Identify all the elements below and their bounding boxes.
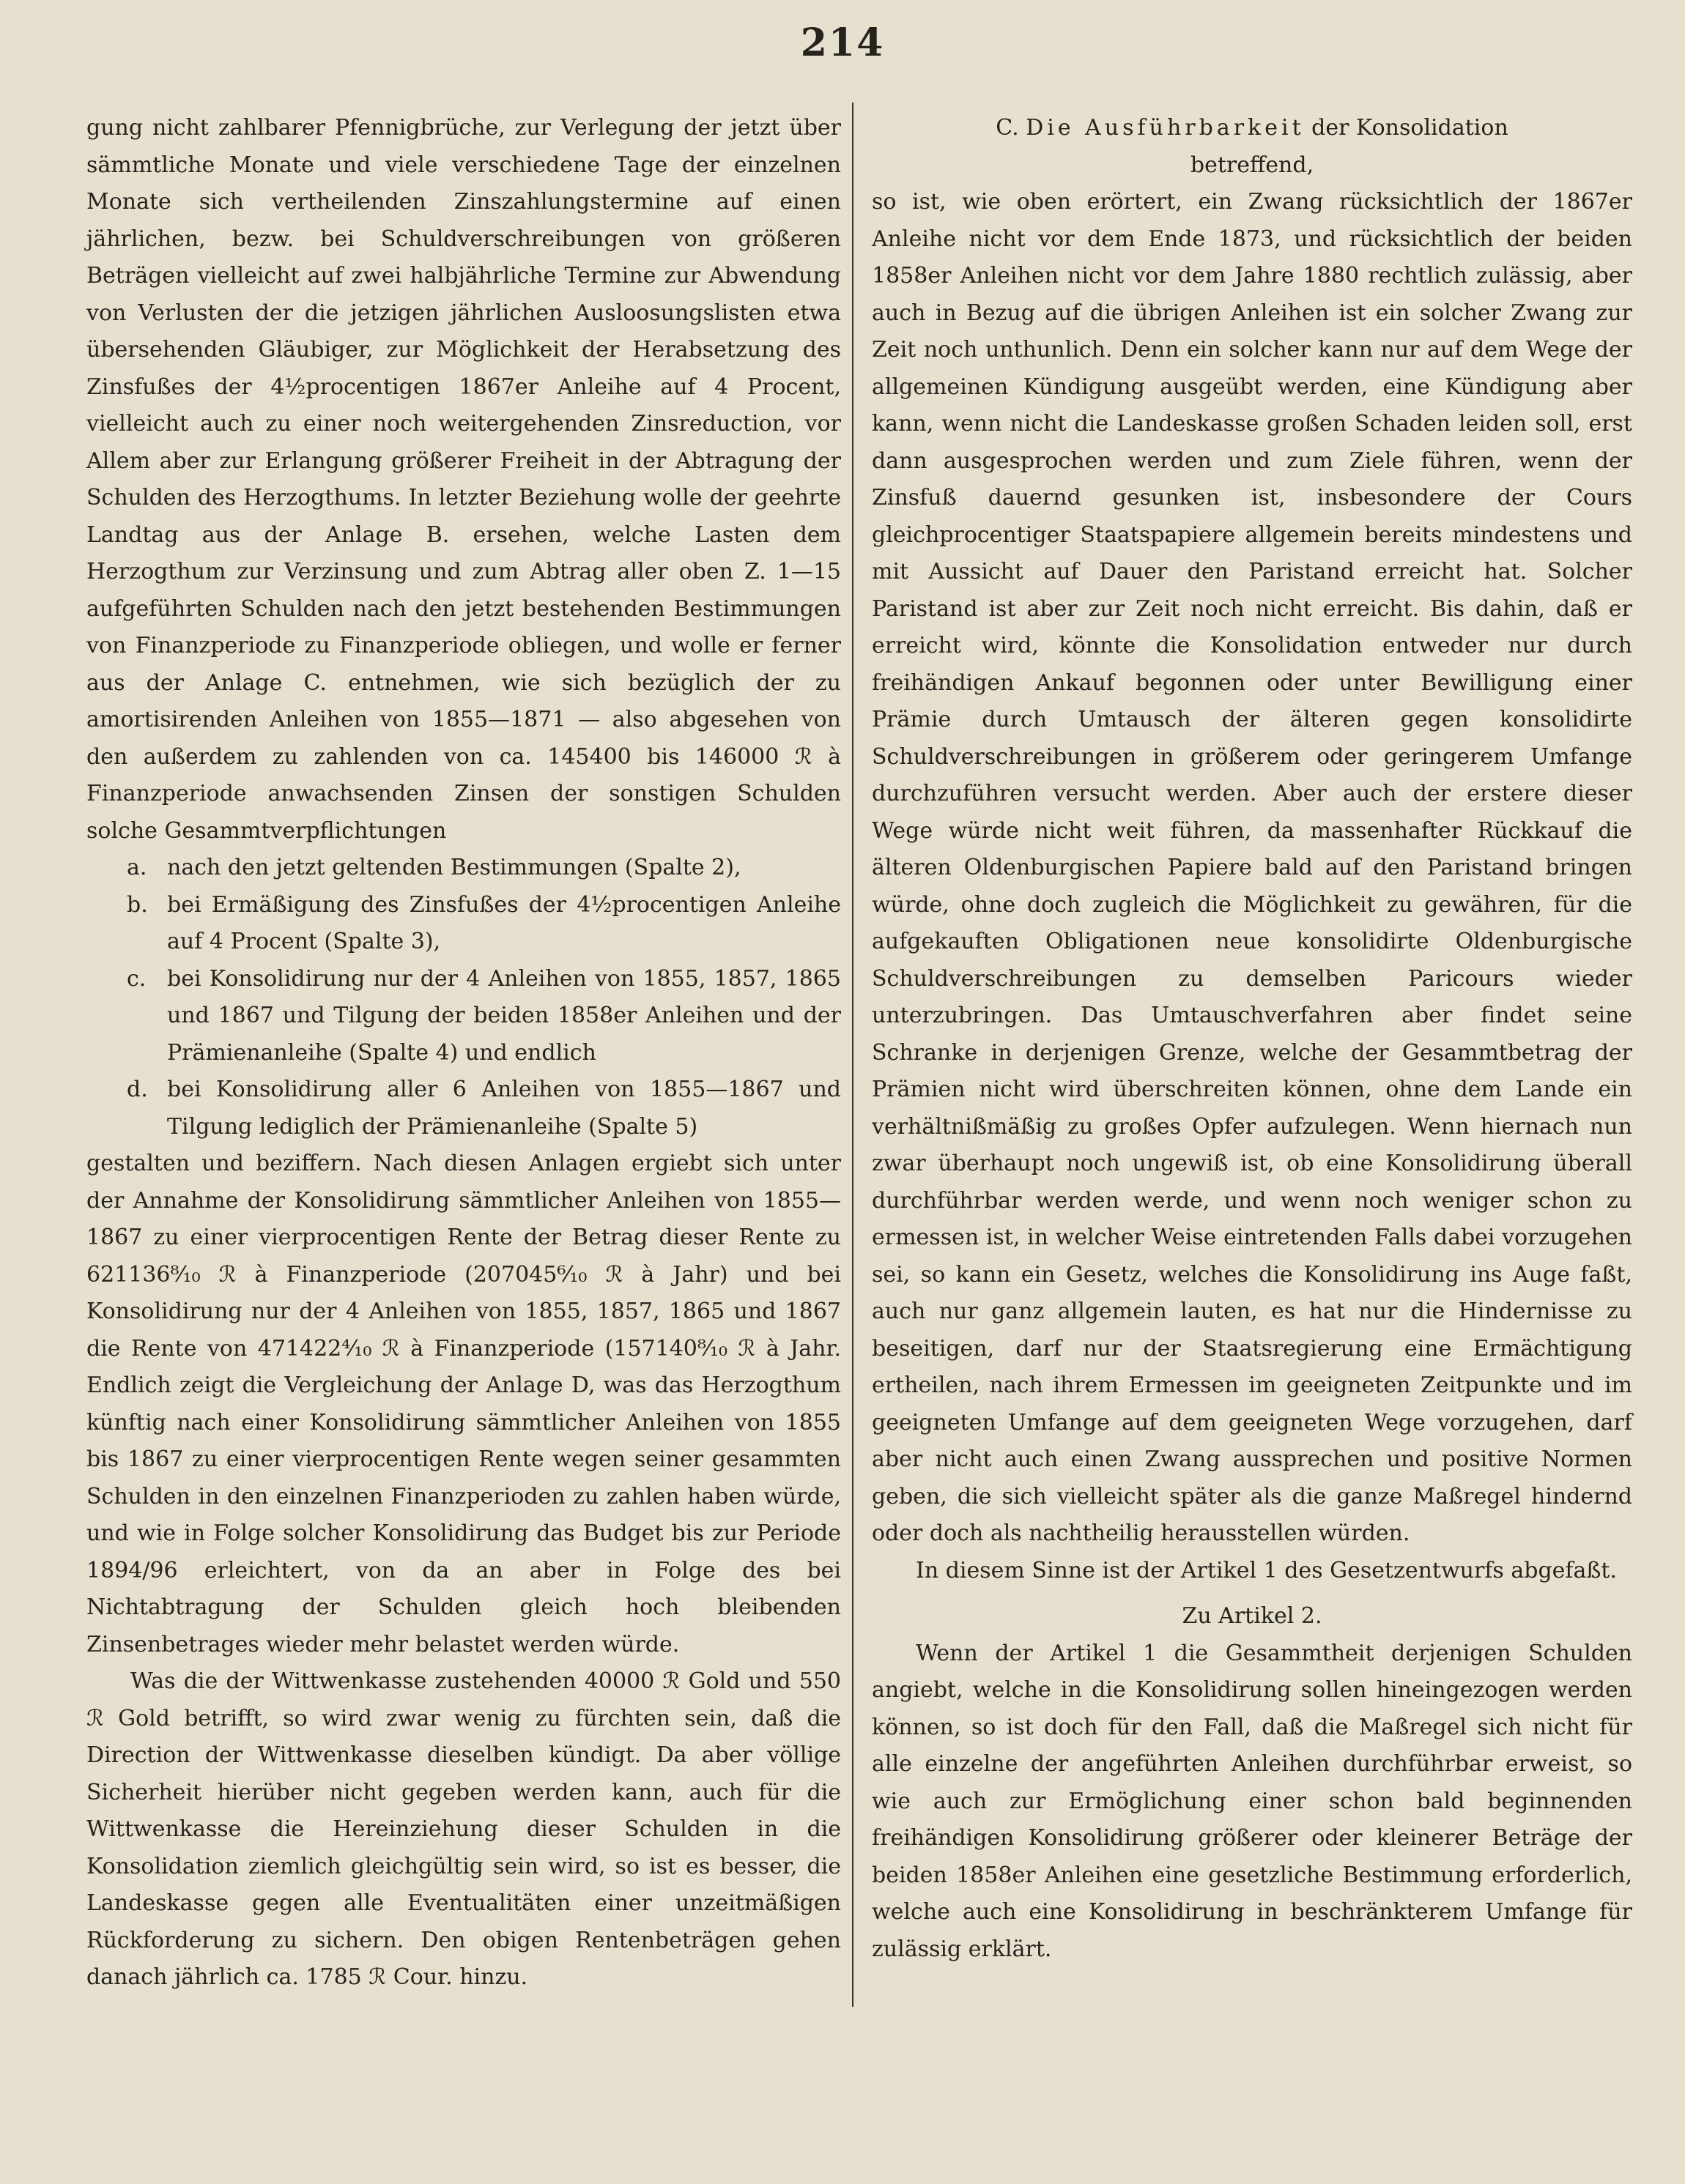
paragraph: In diesem Sinne ist der Artikel 1 des Gesetzentwurfs abgefaßt. [916,1557,1618,1583]
heading-spaced: Die Ausführbarkeit [1026,115,1305,141]
list-label: a. [127,855,147,880]
page-number: 214 [800,21,885,65]
list-item [86,850,841,887]
list-text: bei Ermäßigung des Zinsfußes der 4½procentigen Anleihe auf 4 Procent (Spalte 3), [167,891,841,954]
list-text: nach den jetzt geltenden Bestimmungen (Spalte 2), [167,855,741,880]
left-column [86,110,841,1997]
heading-rest: der Konsolidation [1311,115,1508,141]
article-heading: Zu Artikel 2. [1182,1603,1322,1629]
paragraph: so ist, wie oben erörtert, ein Zwang rücksichtlich der 1867er Anleihe nicht vor dem Ende 1873, und rücksichtlich der beiden 1858er Anleihen nicht vor dem Jahre 1880 rechtlich zulässig, aber auch in Bezug auf die übrigen Anleihen ist ein solcher Zwang zur Zeit noch unthunlich. Denn ein solcher kann nur auf dem Wege der allgemeinen Kündigung ausgeübt werden, eine Kündigung aber kann, wenn nicht die Landeskasse großen Schaden leiden soll, erst dann ausgesprochen werden und zum Ziele führen, wenn der Zinsfuß dauernd gesunken ist, insbesondere der Cours gleichprocentiger Staatspapiere allgemein bereits mindestens und mit Aussicht auf Dauer den Paristand erreicht hat. Solcher Paristand ist aber zur Zeit noch nicht erreicht. Bis dahin, daß er erreicht wird, könnte die Konsolidation entweder nur durch freihändigen Ankauf begonnen oder unter Bewilligung einer Prämie durch Umtausch der älteren gegen konsolidirte Schuldverschreibungen in größerem oder geringerem Umfange durchzuführen versucht werden. Aber auch der erstere dieser Wege würde nicht weit führen, da massenhafter Rückkauf die älteren Oldenburgischen Papiere bald auf den Paristand bringen würde, ohne doch zugleich die Möglichkeit zu gewähren, für die aufgekauften Obligationen neue konsolidirte Oldenburgische Schuldverschreibungen zu demselben Paricours wieder unterzubringen. Das Umtauschverfahren aber findet seine Schranke in derjenigen Grenze, welche der Gesammtbetrag der Prämien nicht wird überschreiten können, ohne dem Lande ein verhältnißmäßig zu großes Opfer aufzulegen. Wenn hiernach nun zwar überhaupt noch ungewiß ist, ob eine Konsolidirung überall durchführbar werden werde, und wenn noch weniger schon zu ermessen ist, in welcher Weise eintretenden Falls dabei vorzugehen sei, so kann ein Gesetz, welches die Konsolidirung ins Auge faßt, auch nur ganz allgemein lauten, es hat nur die Hindernisse zu beseitigen, darf nur der Staatsregierung eine Ermächtigung ertheilen, nach ihrem Ermessen im geeigneten Zeitpunkte und im geeigneten Umfange auf dem geeigneten Wege vorzugehen, darf aber nicht auch einen Zwang aussprechen und positive Normen geben, die sich vielleicht später als die ganze Maßregel hindernd oder doch als nachtheilig herausstellen würden. [872,189,1632,1546]
paragraph: gung nicht zahlbarer Pfennigbrüche, zur Verlegung der jetzt über sämmtliche Monate und viele verschiedene Tage der einzelnen Monate sich vertheilenden Zinszahlungstermine auf einen jährlichen, bezw. bei Schuldverschreibungen von größeren Beträgen vielleicht auf zwei halbjährliche Termine zur Abwendung von Verlusten der die jetzigen jährlichen Ausloosungslisten etwa übersehenden Gläubiger, zur Möglichkeit der Herabsetzung des Zinsfußes der 4½procentigen 1867er Anleihe auf 4 Procent, vielleicht auch zu einer noch weitergehenden Zinsreduction, vor Allem aber zur Erlangung größerer Freiheit in der Abtragung der Schulden des Herzogthums. In letzter Beziehung wolle der geehrte Landtag aus der Anlage B. ersehen, welche Lasten dem Herzogthum zur Verzinsung und zum Abtrag aller oben Z. 1—15 aufgeführten Schulden nach den jetzt bestehenden Bestimmungen von Finanzperiode zu Finanzperiode obliegen, und wolle er ferner aus der Anlage C. entnehmen, wie sich bezüglich der zu amortisirenden Anleihen von 1855—1871 — also abgesehen von den außerdem zu zahlenden von ca. 145400 bis 146000 ℛ à Finanzperiode anwachsenden Zinsen der sonstigen Schulden solche Gesammtverpflichtungen [86,115,841,844]
paragraph: Wenn der Artikel 1 die Gesammtheit derjenigen Schulden angiebt, welche in die Konsolidirung sollen hineingezogen werden können, so ist doch für den Fall, daß die Maßregel sich nicht für alle einzelne der angeführten Anleihen durchführbar erweist, so wie auch zur Ermöglichung einer schon bald beginnenden freihändigen Konsolidirung größerer oder kleinerer Beträge der beiden 1858er Anleihen eine gesetzliche Bestimmung erforderlich, welche auch eine Konsolidirung in beschränkterem Umfange für zulässig erklärt. [872,1640,1632,1962]
enumerated-list [86,850,841,1145]
section-heading [872,110,1632,147]
right-column [872,110,1632,1968]
section-heading-line2: betreffend, [1190,152,1314,178]
paragraph: Was die der Wittwenkasse zustehenden 40000 ℛ Gold und 550 ℛ Gold betrifft, so wird zwar wenig zu fürchten sein, daß die Direction der Wittwenkasse dieselben kündigt. Da aber völlige Sicherheit hierüber nicht gegeben werden kann, auch für die Wittwenkasse die Hereinziehung dieser Schulden in die Konsolidation ziemlich gleichgültig sein wird, so ist es besser, die Landeskasse gegen alle Eventualitäten einer unzeitmäßigen Rückforderung zu sichern. Den obigen Rentenbeträgen gehen danach jährlich ca. 1785 ℛ Cour. hinzu. [86,1668,841,1990]
column-divider [852,103,853,2007]
list-item [86,961,841,1072]
heading-prefix: C. [996,115,1019,141]
paragraph: gestalten und beziffern. Nach diesen Anlagen ergiebt sich unter der Annahme der Konsolidirung sämmtlicher Anleihen von 1855—1867 zu einer vierprocentigen Rente der Betrag dieser Rente zu 621136⁸⁄₁₀ ℛ à Finanzperiode (207045⁶⁄₁₀ ℛ à Jahr) und bei Konsolidirung nur der 4 Anleihen von 1855, 1857, 1865 und 1867 die Rente von 471422⁴⁄₁₀ ℛ à Finanzperiode (157140⁸⁄₁₀ ℛ à Jahr. Endlich zeigt die Vergleichung der Anlage D, was das Herzogthum künftig nach einer Konsolidirung sämmtlicher Anleihen von 1855 bis 1867 zu einer vierprocentigen Rente wegen seiner gesammten Schulden in den einzelnen Finanzperioden zu zahlen haben würde, und wie in Folge solcher Konsolidirung das Budget bis zur Periode 1894/96 erleichtert, von da an aber in Folge des bei Nichtabtragung der Schulden gleich hoch bleibenden Zinsenbetrages wieder mehr belastet werden würde. [86,1151,841,1657]
list-text: bei Konsolidirung aller 6 Anleihen von 1855—1867 und Tilgung lediglich der Prämienanleihe (Spalte 5) [167,1077,841,1140]
list-text: bei Konsolidirung nur der 4 Anleihen von 1855, 1857, 1865 und 1867 und Tilgung der beiden 1858er Anleihen und der Prämienanleihe (Spalte 4) und endlich [167,965,841,1066]
list-item [86,1071,841,1145]
list-label: c. [127,965,147,992]
list-item [86,887,841,961]
list-label: b. [127,891,148,918]
list-label: d. [127,1077,148,1102]
